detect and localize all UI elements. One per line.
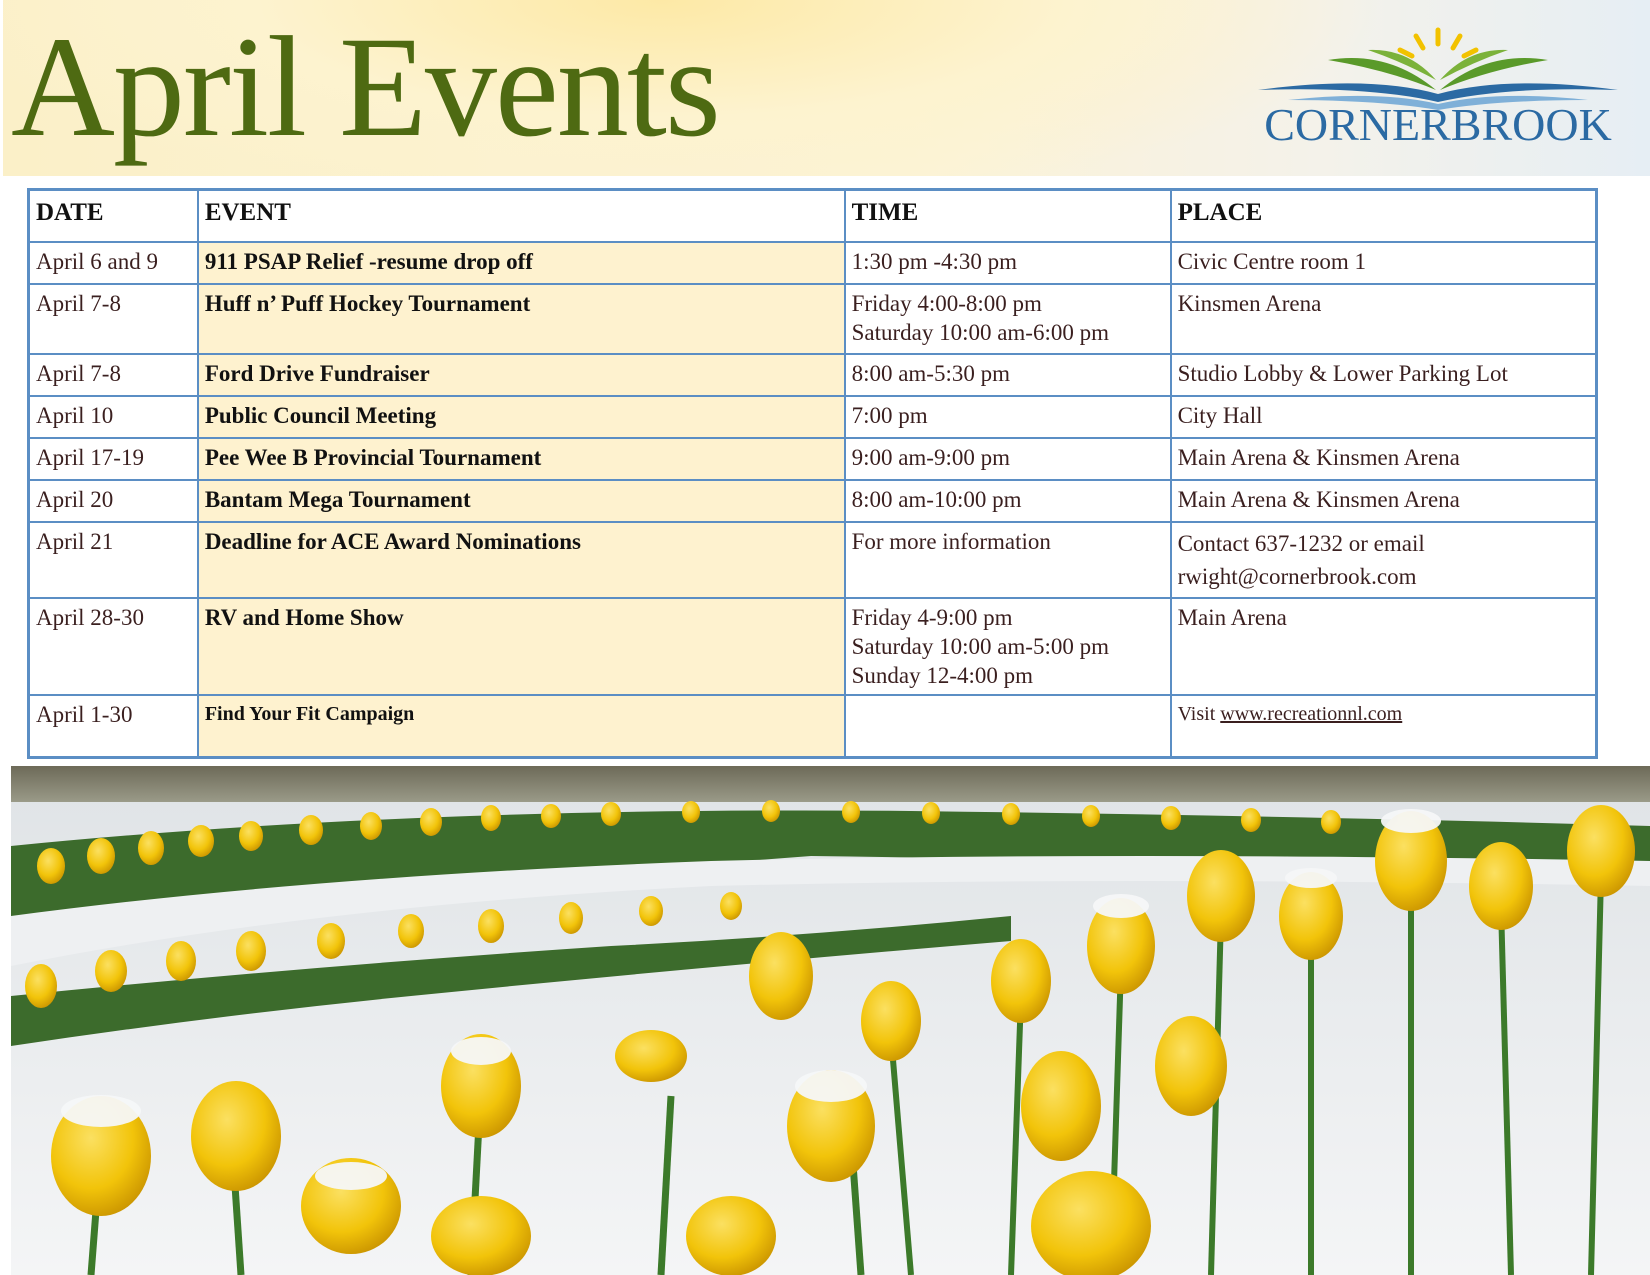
event-cell: Public Council Meeting [198, 396, 845, 438]
place-line: Studio Lobby & Lower Parking Lot [1177, 361, 1508, 386]
event-cell: Pee Wee B Provincial Tournament [198, 438, 845, 480]
time-line: For more information [851, 529, 1051, 554]
date-cell: April 28-30 [29, 598, 198, 695]
place-cell [1171, 396, 1597, 438]
corner-brook-logo [1248, 20, 1628, 155]
event-cell: Deadline for ACE Award Nominations [198, 522, 845, 598]
recreationnl-link[interactable]: www.recreationnl.com [1220, 703, 1403, 725]
place-prefix: Visit [1177, 703, 1221, 725]
time-line: 1:30 pm -4:30 pm [851, 249, 1018, 274]
event-cell: RV and Home Show [198, 598, 845, 695]
table-row [29, 438, 1597, 480]
event-cell: Huff n’ Puff Hockey Tournament [198, 284, 845, 354]
table-row [29, 598, 1597, 695]
event-cell: 911 PSAP Relief -resume drop off [198, 242, 845, 284]
time-cell [845, 354, 1171, 396]
time-cell [845, 438, 1171, 480]
place-cell [1171, 354, 1597, 396]
time-cell [845, 522, 1171, 598]
time-cell [845, 284, 1171, 354]
column-header-time: TIME [845, 190, 1171, 243]
place-cell [1171, 598, 1597, 695]
table-row [29, 396, 1597, 438]
table-row [29, 284, 1597, 354]
place-line: Main Arena & Kinsmen Arena [1177, 487, 1460, 512]
date-cell: April 7-8 [29, 284, 198, 354]
place-cell [1171, 480, 1597, 522]
time-line: Saturday 10:00 am-5:00 pm [851, 634, 1109, 659]
place-cell [1171, 242, 1597, 284]
place-cell [1171, 695, 1597, 757]
page-title: April Events [11, 8, 719, 167]
time-line: Friday 4:00-8:00 pm [851, 291, 1042, 316]
column-header-date: DATE [29, 190, 198, 243]
place-line: rwight@cornerbrook.com [1177, 564, 1417, 589]
time-line: 9:00 am-9:00 pm [851, 445, 1010, 470]
time-line: 8:00 am-10:00 pm [851, 487, 1022, 512]
date-cell: April 6 and 9 [29, 242, 198, 284]
table-row [29, 522, 1597, 598]
time-cell [845, 396, 1171, 438]
time-line: Saturday 10:00 am-6:00 pm [851, 320, 1109, 345]
time-cell [845, 480, 1171, 522]
time-line: 7:00 pm [851, 403, 928, 428]
time-cell [845, 242, 1171, 284]
column-header-event: EVENT [198, 190, 845, 243]
place-line: Main Arena & Kinsmen Arena [1177, 445, 1460, 470]
date-cell: April 10 [29, 396, 198, 438]
place-line: Main Arena [1177, 605, 1287, 630]
time-line: Sunday 12-4:00 pm [851, 663, 1034, 688]
table-row [29, 695, 1597, 757]
logo-text: CORNERBROOK [1264, 99, 1612, 150]
date-cell: April 17-19 [29, 438, 198, 480]
date-cell: April 21 [29, 522, 198, 598]
place-line: Civic Centre room 1 [1177, 249, 1366, 274]
time-cell [845, 598, 1171, 695]
place-line: City Hall [1177, 403, 1263, 428]
date-cell: April 1-30 [29, 695, 198, 757]
place-line: Contact 637-1232 or email [1177, 531, 1425, 556]
table-header-row [29, 190, 1597, 243]
place-cell [1171, 522, 1597, 598]
logo-emblem-icon [1248, 20, 1628, 110]
snowy-tulips-photo [11, 766, 1650, 1275]
column-header-place: PLACE [1171, 190, 1597, 243]
event-cell: Find Your Fit Campaign [198, 695, 845, 757]
time-line: 8:00 am-5:30 pm [851, 361, 1010, 386]
time-line: Friday 4-9:00 pm [851, 605, 1013, 630]
date-cell: April 7-8 [29, 354, 198, 396]
table-row [29, 354, 1597, 396]
place-cell [1171, 284, 1597, 354]
header-banner [3, 0, 1650, 176]
table-row [29, 242, 1597, 284]
table-row [29, 480, 1597, 522]
event-cell: Bantam Mega Tournament [198, 480, 845, 522]
event-cell: Ford Drive Fundraiser [198, 354, 845, 396]
time-cell [845, 695, 1171, 757]
place-cell [1171, 438, 1597, 480]
place-line: Kinsmen Arena [1177, 291, 1322, 316]
events-table [27, 188, 1598, 759]
date-cell: April 20 [29, 480, 198, 522]
